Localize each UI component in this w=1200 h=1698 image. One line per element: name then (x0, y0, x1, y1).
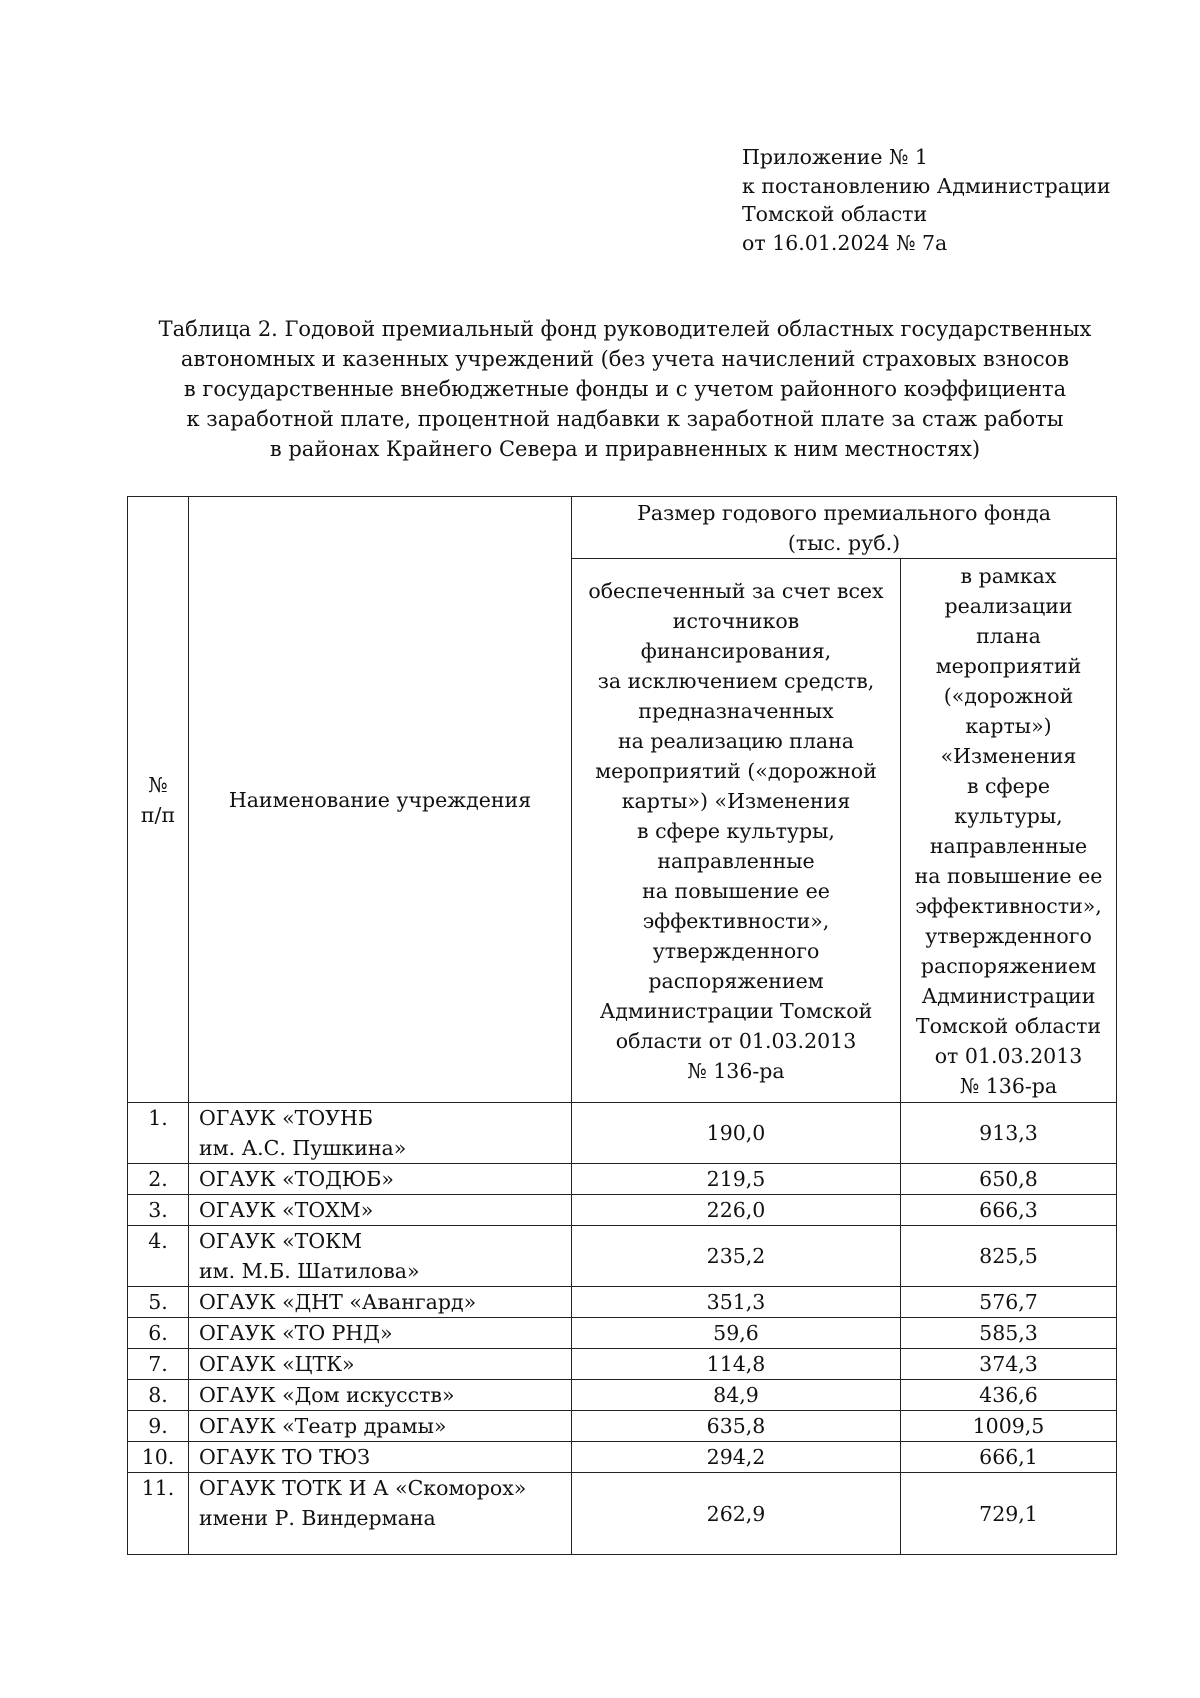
institution-name-line: ОГАУК ТОТК И А «Скоморох» (199, 1476, 527, 1500)
institution-name-line: ОГАУК «ТО РНД» (199, 1321, 393, 1345)
appendix-line: к постановлению Администрации (742, 173, 1111, 198)
header-name: Наименование учреждения (189, 497, 572, 1103)
institution-name (189, 1287, 572, 1318)
header-col-roadmap (901, 559, 1117, 1103)
header-col-all-sources-line: обеспеченный за счет всех (588, 578, 884, 603)
table-row (128, 1442, 1117, 1473)
table-row (128, 1226, 1117, 1287)
fund-all-sources-value: 59,6 (572, 1318, 901, 1349)
row-number: 8. (128, 1380, 189, 1411)
header-col-all-sources-line: области от 01.03.2013 (615, 1028, 857, 1053)
fund-all-sources-value: 84,9 (572, 1380, 901, 1411)
header-col-all-sources-line: Администрации Томской (599, 998, 873, 1023)
header-col-roadmap-line: в сфере (967, 773, 1050, 798)
header-row (128, 497, 1117, 559)
header-col-all-sources-line: на повышение ее (642, 878, 830, 903)
institution-name (189, 1195, 572, 1226)
header-col-all-sources-line: направленные (657, 848, 815, 873)
title-line: в районах Крайнего Севера и приравненных к ним местностях) (269, 437, 981, 461)
institution-name (189, 1318, 572, 1349)
header-col-roadmap-line: Томской области (915, 1013, 1102, 1038)
fund-roadmap-value: 825,5 (901, 1226, 1117, 1287)
institution-name-line: имени Р. Виндермана (199, 1506, 436, 1530)
header-col-all-sources (572, 559, 901, 1103)
header-col-roadmap-line: («дорожной (943, 683, 1074, 708)
header-col-roadmap-line: на повышение ее (914, 863, 1103, 888)
header-col-roadmap-line: «Изменения (940, 743, 1077, 768)
institution-name (189, 1411, 572, 1442)
header-col-all-sources-line: финансирования, (640, 638, 832, 663)
header-col-all-sources-line: на реализацию плана (618, 728, 854, 753)
fund-roadmap-value: 436,6 (901, 1380, 1117, 1411)
institution-name (189, 1226, 572, 1287)
header-col-all-sources-line: распоряжением (648, 968, 824, 993)
institution-name (189, 1380, 572, 1411)
appendix-line: Приложение № 1 (742, 145, 928, 169)
appendix-line: Томской области (742, 202, 928, 226)
institution-name-line: ОГАУК «ТОУНБ (199, 1106, 373, 1130)
institution-name (189, 1349, 572, 1380)
fund-roadmap-value: 576,7 (901, 1287, 1117, 1318)
title-line: к заработной плате, процентной надбавки к заработной плате за стаж работы (186, 407, 1064, 431)
header-fund-size (572, 497, 1117, 559)
institution-name (189, 1164, 572, 1195)
table-row (128, 1195, 1117, 1226)
header-col-roadmap-line: Администрации (921, 983, 1096, 1008)
institution-name-line: им. А.С. Пушкина» (199, 1136, 407, 1160)
row-number: 5. (128, 1287, 189, 1318)
fund-all-sources-value: 190,0 (572, 1103, 901, 1164)
institution-name-line: ОГАУК ТО ТЮЗ (199, 1445, 371, 1469)
fund-all-sources-value: 219,5 (572, 1164, 901, 1195)
institution-name-line: ОГАУК «Дом искусств» (199, 1383, 455, 1407)
header-col-roadmap-line: плана (976, 623, 1041, 648)
row-number: 7. (128, 1349, 189, 1380)
row-number: 10. (128, 1442, 189, 1473)
title-line: в государственные внебюджетные фонды и с учетом районного коэффициента (183, 377, 1067, 401)
fund-roadmap-value: 729,1 (901, 1473, 1117, 1555)
fund-all-sources-value: 635,8 (572, 1411, 901, 1442)
institution-name-line: ОГАУК «ТОКМ (199, 1229, 362, 1253)
row-number: 2. (128, 1164, 189, 1195)
header-number (128, 497, 189, 1103)
title-line: Таблица 2. Годовой премиальный фонд руководителей областных государственных (158, 317, 1092, 341)
fund-roadmap-value: 1009,5 (901, 1411, 1117, 1442)
header-col-roadmap-line: эффективности», (915, 893, 1102, 918)
table-title (120, 314, 1130, 464)
fund-roadmap-value: 666,3 (901, 1195, 1117, 1226)
header-fund-line: Размер годового премиального фонда (637, 500, 1051, 525)
header-col-all-sources-line: предназначенных (638, 698, 834, 723)
institution-name-line: ОГАУК «ТОДЮБ» (199, 1167, 394, 1191)
header-col-roadmap-line: от 01.03.2013 (934, 1043, 1083, 1068)
header-col-all-sources-line: источников (672, 608, 800, 633)
fund-roadmap-value: 666,1 (901, 1442, 1117, 1473)
header-col-roadmap-line: реализации (944, 593, 1073, 618)
appendix-block (742, 143, 1111, 257)
fund-all-sources-value: 114,8 (572, 1349, 901, 1380)
header-col-all-sources-line: эффективности», (642, 908, 830, 933)
header-col-roadmap-line: направленные (929, 833, 1088, 858)
header-col-roadmap-line: в рамках (960, 563, 1057, 588)
fund-roadmap-value: 585,3 (901, 1318, 1117, 1349)
table-row (128, 1103, 1117, 1164)
header-col-roadmap-line: мероприятий (935, 653, 1082, 678)
header-col-all-sources-line: в сфере культуры, (637, 818, 835, 843)
header-col-all-sources-line: утвержденного (652, 938, 820, 963)
header-col-all-sources-line: за исключением средств, (597, 668, 875, 693)
table-row (128, 1318, 1117, 1349)
fund-all-sources-value: 262,9 (572, 1473, 901, 1555)
header-col-roadmap-line: распоряжением (920, 953, 1097, 978)
institution-name (189, 1473, 572, 1555)
fund-all-sources-value: 235,2 (572, 1226, 901, 1287)
table-row (128, 1411, 1117, 1442)
table-row (128, 1287, 1117, 1318)
appendix-line: от 16.01.2024 № 7а (742, 230, 948, 255)
header-col-all-sources-line: мероприятий («дорожной (595, 758, 877, 783)
header-number-line: п/п (140, 802, 176, 827)
fund-roadmap-value: 913,3 (901, 1103, 1117, 1164)
table-row (128, 1164, 1117, 1195)
header-col-all-sources-line: карты») «Изменения (621, 788, 851, 813)
header-number-line: № (148, 772, 168, 797)
row-number: 6. (128, 1318, 189, 1349)
header-col-all-sources-line: № 136-ра (687, 1058, 785, 1083)
row-number: 11. (128, 1473, 189, 1555)
institution-name (189, 1103, 572, 1164)
fund-all-sources-value: 226,0 (572, 1195, 901, 1226)
institution-name-line: ОГАУК «ТОХМ» (199, 1198, 374, 1222)
table-row (128, 1349, 1117, 1380)
header-col-roadmap-line: культуры, (954, 803, 1063, 828)
title-line: автономных и казенных учреждений (без учета начислений страховых взносов (180, 347, 1070, 371)
row-number: 9. (128, 1411, 189, 1442)
institution-name-line: ОГАУК «Театр драмы» (199, 1414, 447, 1438)
fund-roadmap-value: 374,3 (901, 1349, 1117, 1380)
header-col-roadmap-line: утвержденного (925, 923, 1092, 948)
table-row (128, 1380, 1117, 1411)
row-number: 3. (128, 1195, 189, 1226)
institution-name-line: им. М.Б. Шатилова» (199, 1259, 420, 1283)
header-col-roadmap-line: карты») (965, 713, 1052, 738)
row-number: 4. (128, 1226, 189, 1287)
header-col-roadmap-line: № 136-ра (959, 1073, 1058, 1098)
premium-fund-table (127, 496, 1117, 1555)
row-number: 1. (128, 1103, 189, 1164)
fund-all-sources-value: 294,2 (572, 1442, 901, 1473)
fund-roadmap-value: 650,8 (901, 1164, 1117, 1195)
institution-name (189, 1442, 572, 1473)
header-fund-line: (тыс. руб.) (787, 530, 901, 555)
fund-all-sources-value: 351,3 (572, 1287, 901, 1318)
table-row (128, 1473, 1117, 1555)
institution-name-line: ОГАУК «ЦТК» (199, 1352, 355, 1376)
institution-name-line: ОГАУК «ДНТ «Авангард» (199, 1290, 477, 1314)
